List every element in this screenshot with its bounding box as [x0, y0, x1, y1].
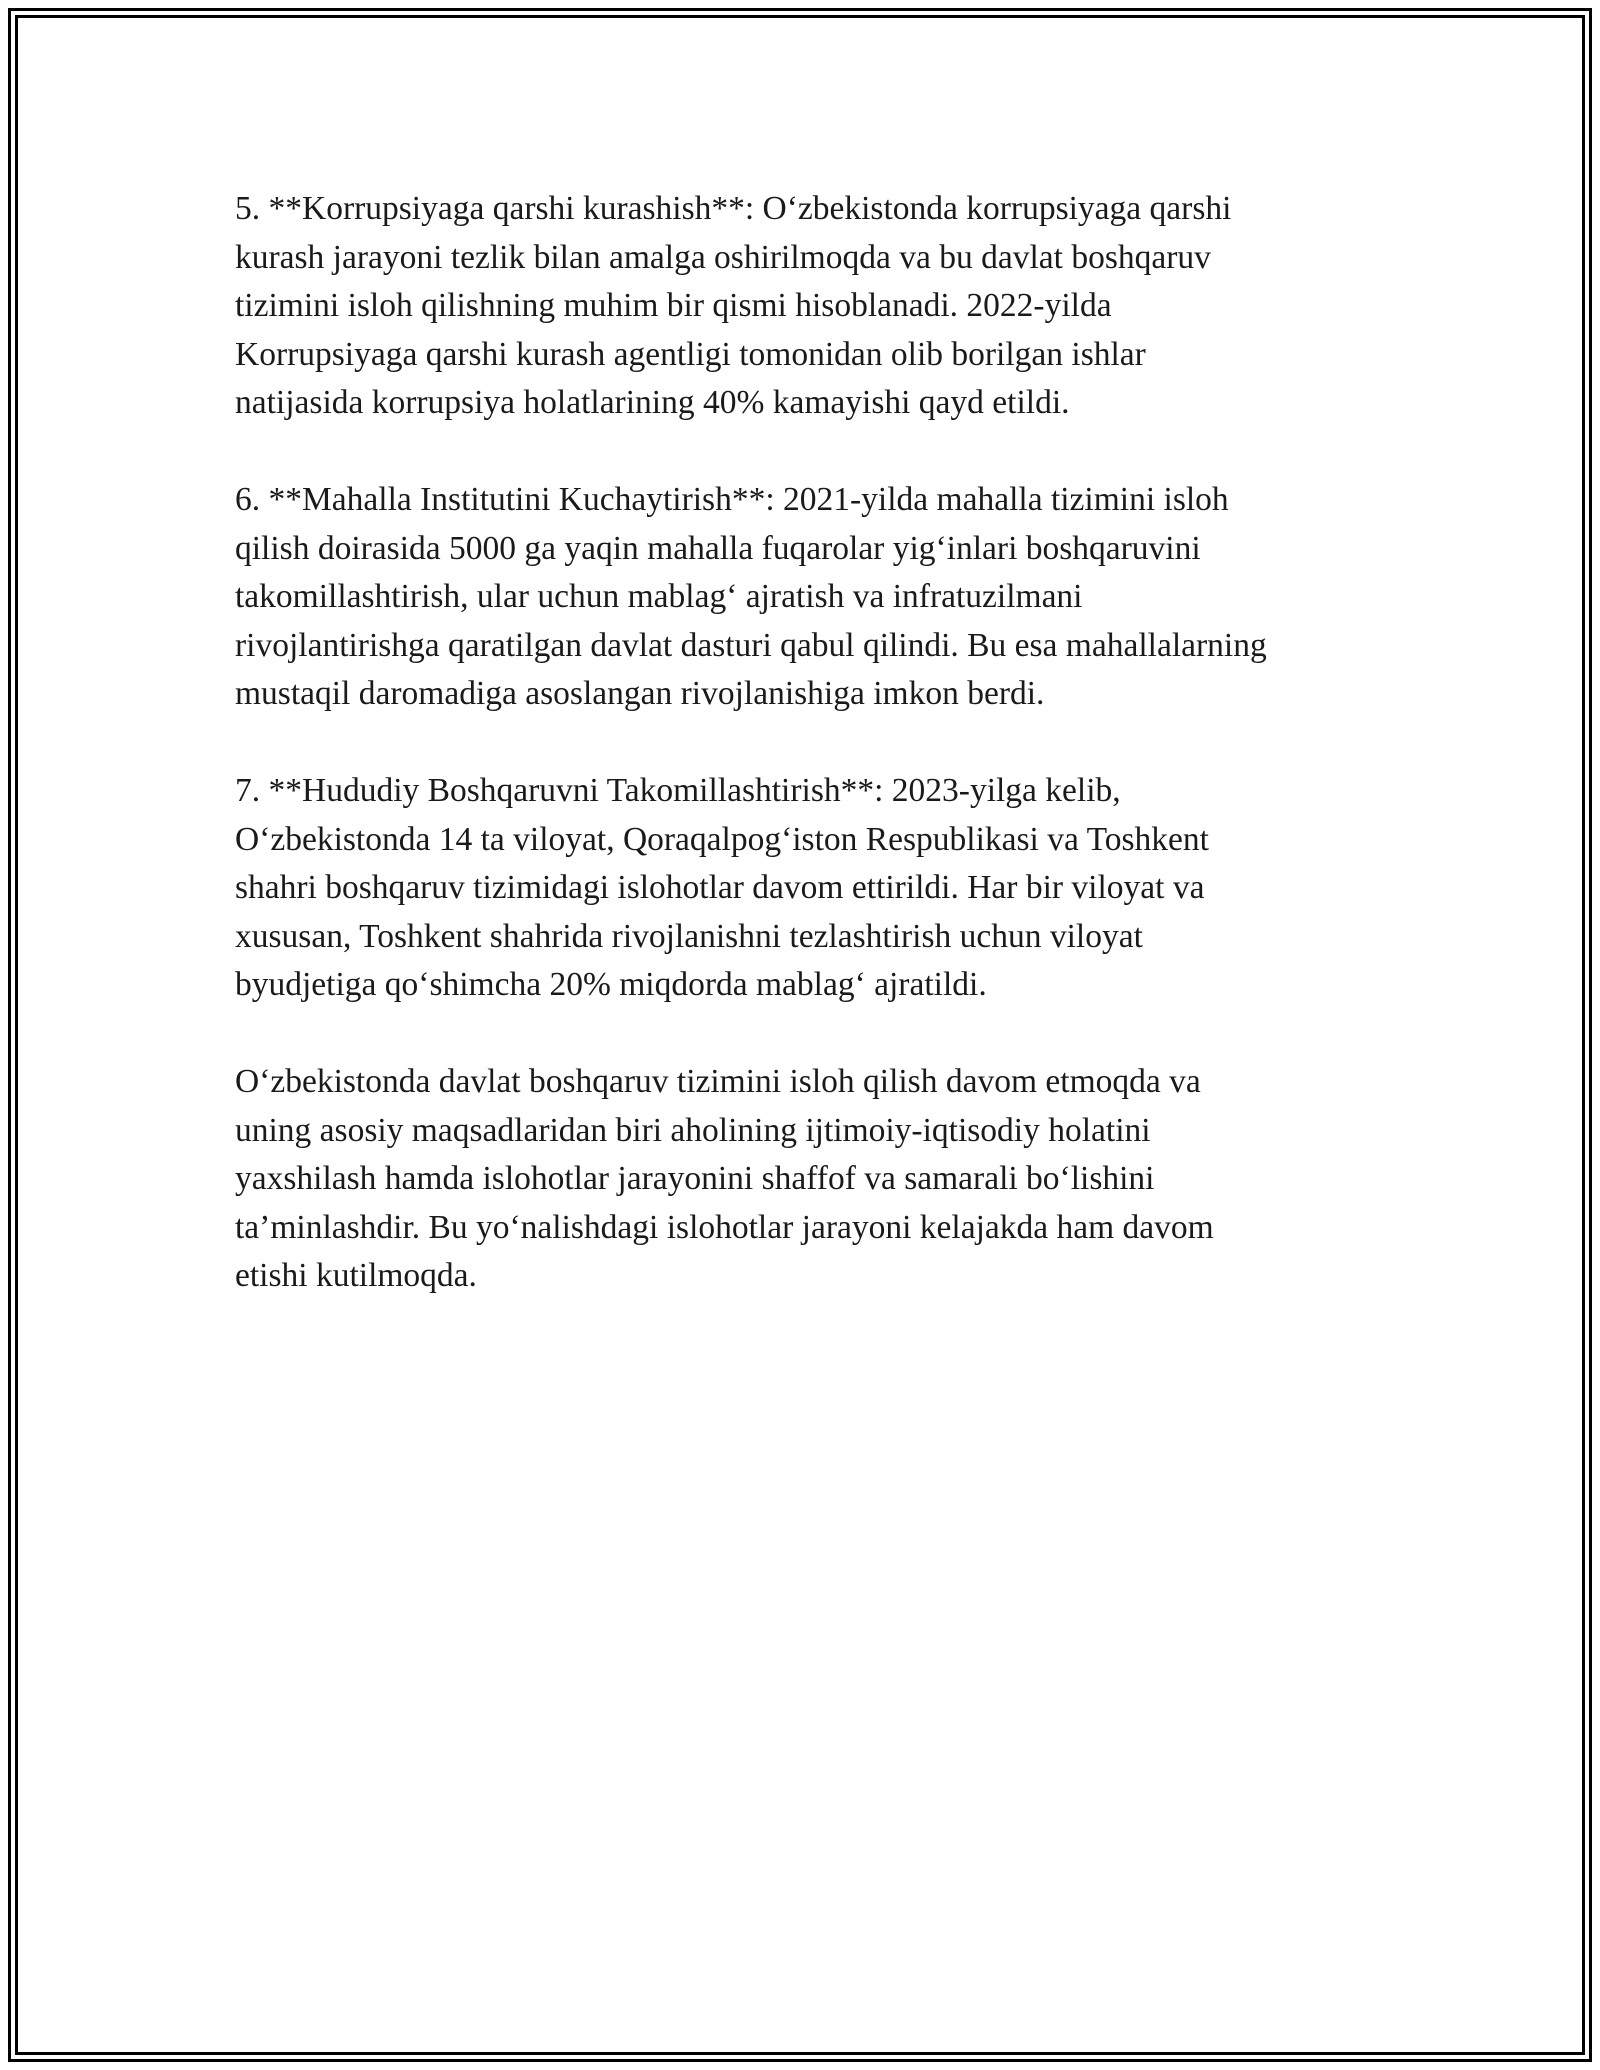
text-line: 5. **Korrupsiyaga qarshi kurashish**: O‘zbekistonda korrupsiyaga qarshi: [235, 190, 1232, 227]
text-line: ta’minlashdir. Bu yo‘nalishdagi islohotlar jarayoni kelajakda ham davom: [235, 1208, 1214, 1246]
text-line: uning asosiy maqsadlaridan biri aholining ijtimoiy-iqtisodiy holatini: [235, 1111, 1151, 1149]
text-line: O‘zbekistonda 14 ta viloyat, Qoraqalpog‘iston Respublikasi va Toshkent: [235, 820, 1209, 858]
text-line: 6. **Mahalla Institutini Kuchaytirish**: 2021-yilda mahalla tizimini isloh: [235, 481, 1229, 518]
document-body: [235, 185, 1395, 1349]
text-line: yaxshilash hamda islohotlar jarayonini shaffof va samarali bo‘lishini: [235, 1160, 1155, 1197]
text-line: Korrupsiyaga qarshi kurash agentligi tomonidan olib borilgan ishlar: [235, 335, 1146, 373]
text-line: O‘zbekistonda davlat boshqaruv tizimini isloh qilish davom etmoqda va: [235, 1063, 1201, 1100]
paragraph-conclusion: [235, 1058, 1395, 1301]
text-line: shahri boshqaruv tizimidagi islohotlar davom ettirildi. Har bir viloyat va: [235, 869, 1205, 906]
text-line: 7. **Hududiy Boshqaruvni Takomillashtirish**: 2023-yilga kelib,: [235, 772, 1121, 809]
text-line: mustaqil daromadiga asoslangan rivojlanishiga imkon berdi.: [235, 675, 1045, 712]
text-line: kurash jarayoni tezlik bilan amalga oshirilmoqda va bu davlat boshqaruv: [235, 238, 1211, 276]
paragraph-regional-governance: [235, 767, 1395, 1010]
paragraph-corruption: [235, 185, 1395, 428]
text-line: natijasida korrupsiya holatlarining 40% kamayishi qayd etildi.: [235, 384, 1070, 421]
text-line: xususan, Toshkent shahrida rivojlanishni tezlashtirish uchun viloyat: [235, 917, 1143, 955]
text-line: byudjetiga qo‘shimcha 20% miqdorda mablag‘ ajratildi.: [235, 966, 987, 1003]
text-line: rivojlantirishga qaratilgan davlat dasturi qabul qilindi. Bu esa mahallalarning: [235, 626, 1267, 664]
text-line: tizimini isloh qilishning muhim bir qismi hisoblanadi. 2022-yilda: [235, 287, 1112, 324]
paragraph-mahalla: [235, 476, 1395, 719]
text-line: takomillashtirish, ular uchun mablag‘ ajratish va infratuzilmani: [235, 578, 1083, 615]
text-line: qilish doirasida 5000 ga yaqin mahalla fuqarolar yig‘inlari boshqaruvini: [235, 529, 1201, 567]
text-line: etishi kutilmoqda.: [235, 1257, 477, 1294]
